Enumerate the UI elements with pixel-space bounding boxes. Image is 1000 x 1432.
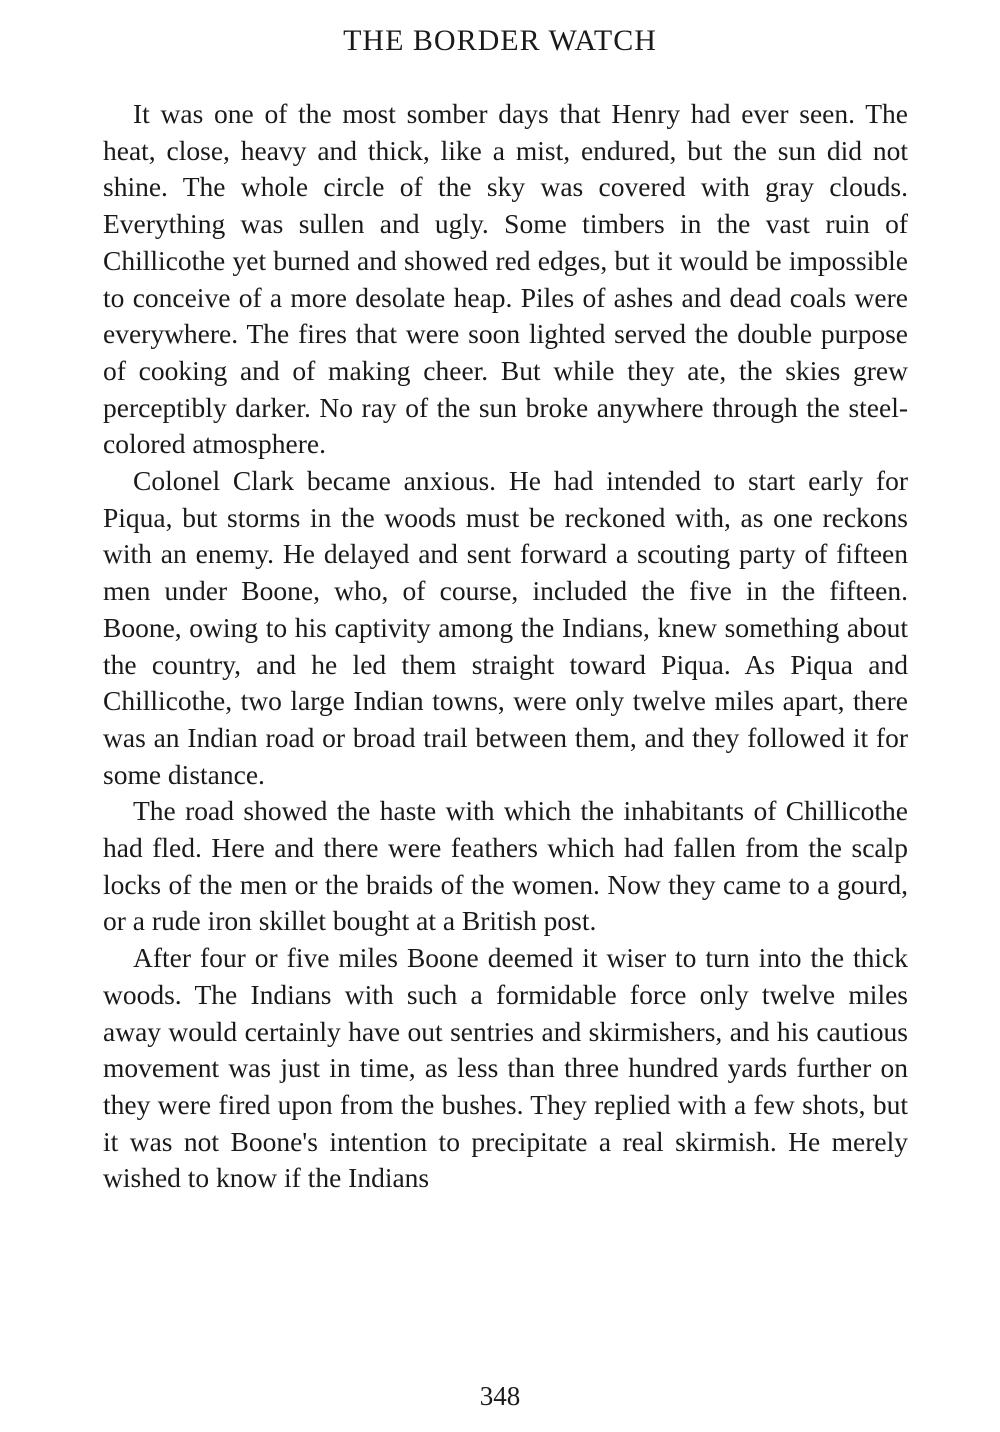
paragraph: The road showed the haste with which the inhabitants of Chillicothe had fled. Here and there were feathers which had fallen from the scalp locks of the men or the braids of the women. Now they came to a gourd, or a rude iron skillet bought at a British post.: [103, 795, 908, 937]
paragraph: After four or five miles Boone deemed it wiser to turn into the thick woods. The Indians with such a formidable force only twelve miles away would certainly have out sentries and skirmishers, and his cautious movement was just in time, as less than three hundred yards further on they were fired upon from the bushes. They replied with a few shots, but it was not Boone's intention to precipitate a real skirmish. He merely wished to know if the Indians: [103, 942, 908, 1194]
body-text: [103, 96, 908, 1197]
running-head: THE BORDER WATCH: [343, 24, 657, 57]
page-number: 348: [479, 1381, 521, 1411]
paragraph: It was one of the most somber days that Henry had ever seen. The heat, close, heavy and thick, like a mist, endured, but the sun did not shine. The whole circle of the sky was covered with gray clouds. Everything was sullen and ugly. Some timbers in the vast ruin of Chillicothe yet burned and showed red edges, but it would be impossible to conceive of a more desolate heap. Piles of ashes and dead coals were everywhere. The fires that were soon lighted served the double purpose of cooking and of making cheer. But while they ate, the skies grew perceptibly darker. No ray of the sun broke anywhere through the steel-colored atmosphere.: [103, 98, 908, 460]
paragraph: Colonel Clark became anxious. He had intended to start early for Piqua, but storms in the woods must be reckoned with, as one reckons with an enemy. He delayed and sent forward a scouting party of fifteen men under Boone, who, of course, included the five in the fifteen. Boone, owing to his captivity among the Indians, knew something about the country, and he led them straight toward Piqua. As Piqua and Chillicothe, two large Indian towns, were only twelve miles apart, there was an Indian road or broad trail between them, and they followed it for some distance.: [103, 465, 908, 790]
